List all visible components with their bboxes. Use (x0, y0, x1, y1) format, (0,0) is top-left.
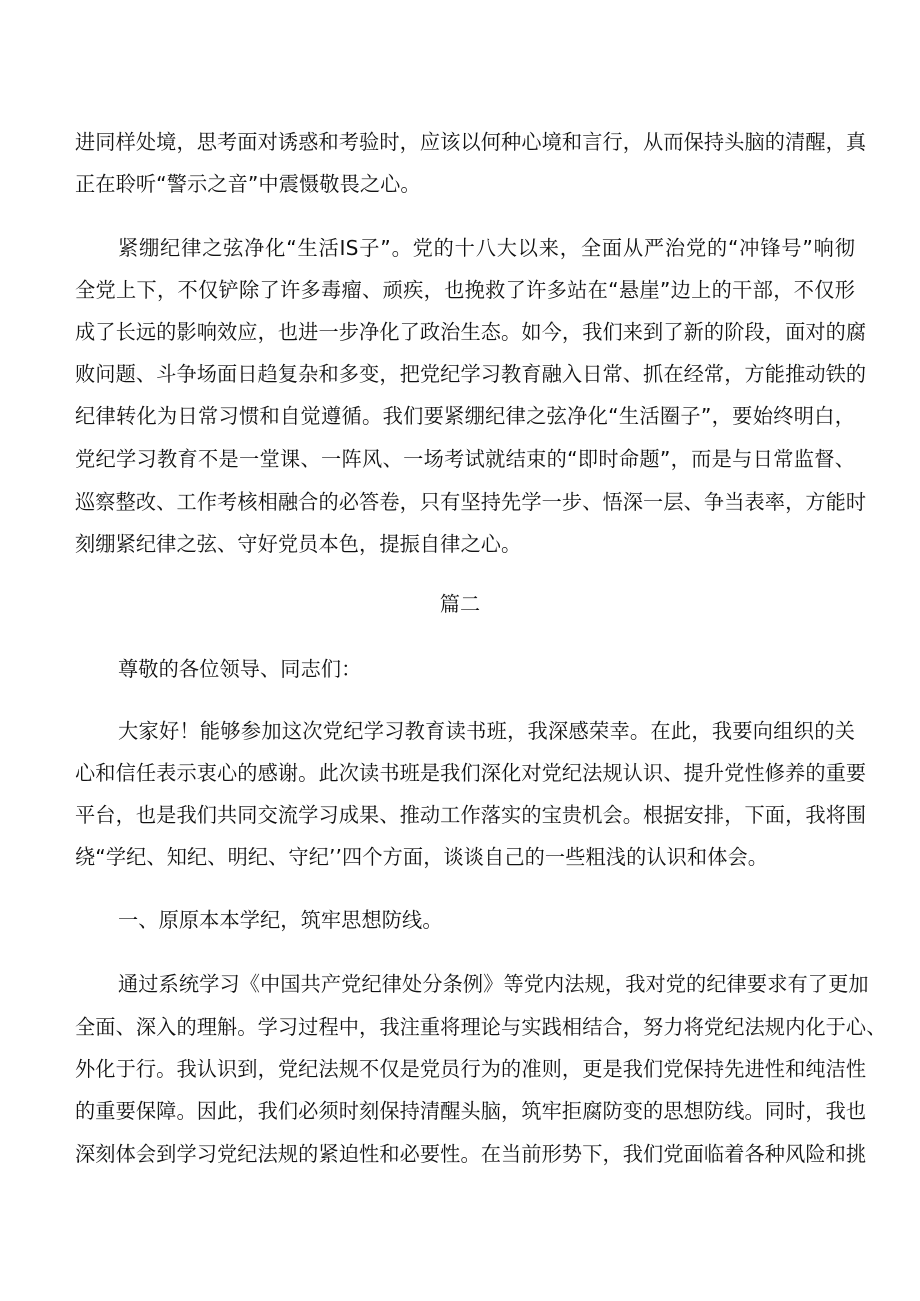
paragraph-line: 败问题、斗争场面日趋复杂和多变，把党纪学习教育融入日常、抓在经常，方能推动铁的 (75, 362, 867, 386)
paragraph-line: 心和信任表示衷心的感谢。此次读书班是我们深化对党纪法规认识、提升党性修养的重要 (75, 761, 867, 785)
paragraph-line: 进同样处境，思考面对诱惑和考验时，应该以何种心境和言行，从而保持头脑的清醒，真 (75, 130, 867, 154)
paragraph-line: 纪律转化为日常习惯和自觉遵循。我们要紧绷纪律之弦净化“生活圈子”，要始终明白， (75, 404, 855, 428)
paragraph-line: 的重要保障。因此，我们必须时刻保持清醒头脑，筑牢拒腐防变的思想防线。同时，我也 (75, 1099, 867, 1123)
section-title: 篇二 (439, 592, 481, 616)
paragraph-line: 全党上下，不仅铲除了许多毒瘤、顽疾，也挽救了许多站在“悬崖”边上的干部，不仅形 (75, 278, 855, 302)
paragraph-line: 通过系统学习《中国共产党纪律处分条例》等党内法规，我对党的纪律要求有了更加 (118, 972, 869, 996)
paragraph-line: 绕“学纪、知纪、明纪、守纪’’四个方面，谈谈自己的一些粗浅的认识和体会。 (75, 845, 769, 869)
paragraph-line: 深刻体会到学习党纪法规的紧迫性和必要性。在当前形势下，我们党面临着各种风险和挑 (75, 1142, 867, 1166)
salutation: 尊敬的各位领导、同志们： (118, 657, 362, 681)
paragraph-line: 正在聆听“警示之音”中震慑敬畏之心。 (75, 172, 421, 196)
paragraph-line: 大家好！能够参加这次党纪学习教育读书班，我深感荣幸。在此，我要向组织的关 (118, 719, 855, 743)
paragraph-line: 外化于行。我认识到，党纪法规不仅是党员行为的准则，更是我们党保持先进性和纯洁性 (75, 1057, 867, 1081)
paragraph-line: 党纪学习教育不是一堂课、一阵风、一场考试就结束的“即时命题”，而是与日常监督、 (75, 447, 855, 471)
paragraph-line: 巡察整改、工作考核相融合的必答卷，只有坚持先学一步、悟深一层、争当表率，方能时 (75, 490, 867, 514)
point-title: 一、原原本本学纪，筑牢思想防线。 (118, 908, 443, 932)
paragraph-line: 紧绷纪律之弦净化“生活IS子”。党的十八大以来，全面从严治党的“冲锋号”响彻 (118, 236, 855, 260)
paragraph-line: 成了长远的影响效应，也进一步净化了政治生态。如今，我们来到了新的阶段，面对的腐 (75, 320, 867, 344)
paragraph-line: 平台，也是我们共同交流学习成果、推动工作落实的宝贵机会。根据安排，下面，我将围 (75, 803, 867, 827)
paragraph-line: 刻绷紧纪律之弦、守好党员本色，提振自律之心。 (75, 532, 522, 556)
paragraph-line: 全面、深入的理斛。学习过程中，我注重将理论与实践相结合，努力将党纪法规内化于心、 (75, 1015, 887, 1039)
